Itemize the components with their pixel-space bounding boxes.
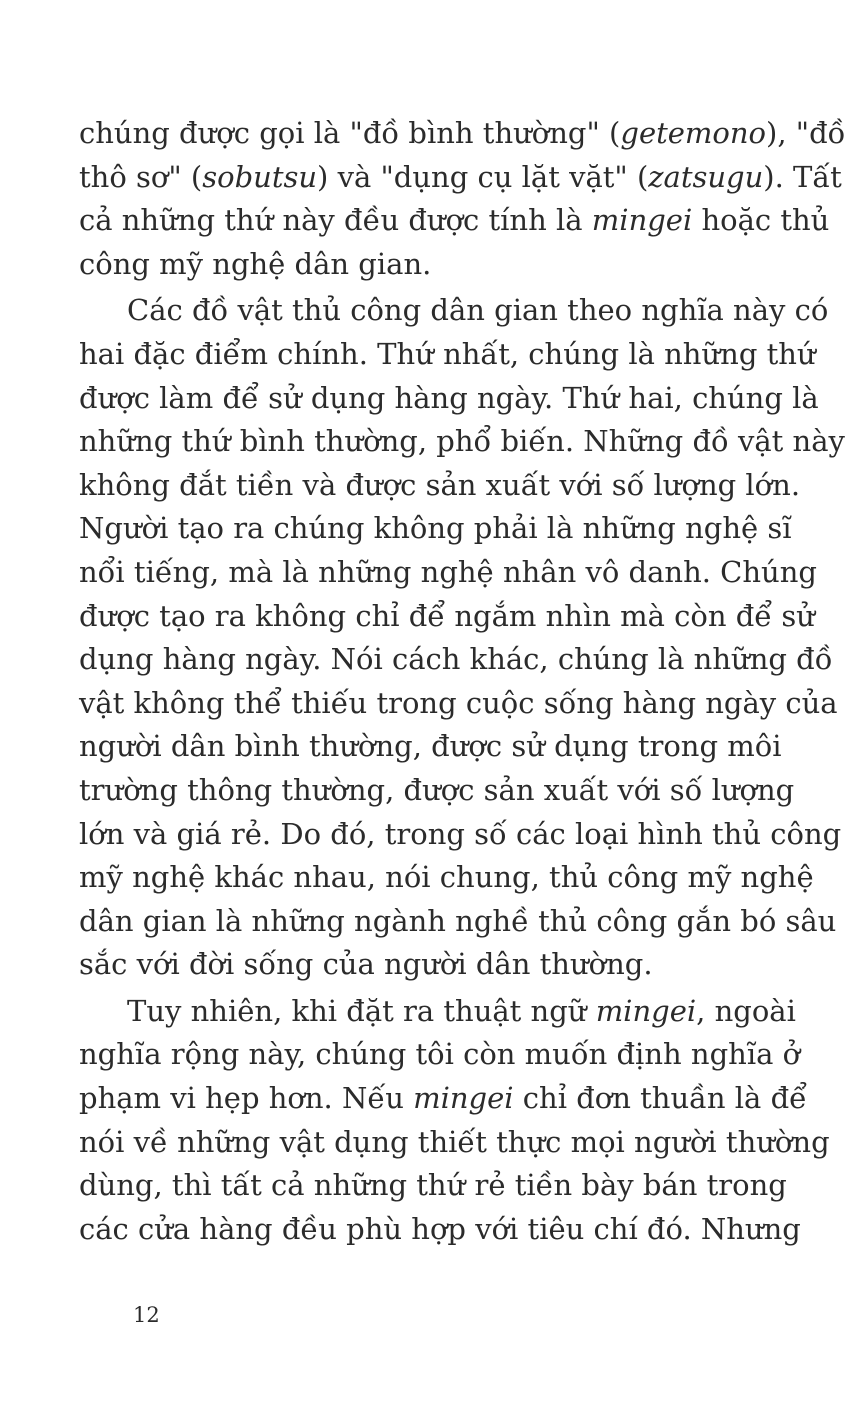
text-run: cả những thứ này đều được tính là [79,203,592,238]
text-line [79,377,819,421]
paragraph-2 [79,289,845,987]
text-line [79,856,814,900]
italic-term: mingei [413,1081,514,1116]
text-run: những thứ bình thường, phổ biến. Những đồ vật này [79,424,845,459]
text-line [79,289,829,333]
text-run: không đắt tiền và được sản xuất với số lượng lớn. [79,467,801,502]
text-line [79,1164,787,1208]
text-run: ). Tất [763,159,842,194]
text-run: ) và "dụng cụ lặt vặt" ( [317,159,649,194]
text-line [79,990,796,1034]
text-line [79,943,749,987]
text-run: hai đặc điểm chính. Thứ nhất, chúng là những thứ [79,336,816,371]
text-line [79,1121,830,1165]
text-line [79,507,792,551]
text-run: chỉ đơn thuần là để [513,1081,807,1116]
text-run: người dân bình thường, được sử dụng trong môi [79,729,782,764]
text-run: phạm vi hẹp hơn. Nếu [79,1081,414,1116]
text-run: , ngoài [696,993,796,1028]
text-line [79,1077,807,1121]
text-run: dùng, thì tất cả những thứ rẻ tiền bày bán trong [79,1168,787,1203]
text-line [79,900,837,944]
text-line [79,1033,801,1077]
italic-term: mingei [595,993,697,1028]
text-line [79,420,845,464]
text-line [79,551,817,595]
text-run: dụng hàng ngày. Nói cách khác, chúng là những đồ [79,642,833,677]
text-run: công mỹ nghệ dân gian. [79,246,432,281]
text-line [79,156,842,200]
page-body [79,112,846,1251]
text-run: dân gian là những ngành nghề thủ công gắn bó sâu [79,903,837,938]
text-line [79,725,782,769]
text-line [79,1208,801,1252]
text-line [79,595,815,639]
italic-term: sobutsu [202,159,318,194]
text-line [79,464,801,508]
text-line [79,243,749,287]
text-line [79,112,846,156]
italic-term: mingei [591,203,693,238]
text-line [79,638,833,682]
text-run: mỹ nghệ khác nhau, nói chung, thủ công mỹ nghệ [79,860,814,895]
text-run: vật không thể thiếu trong cuộc sống hàng ngày của [79,685,838,720]
italic-term: getemono [620,116,767,150]
text-run: nghĩa rộng này, chúng tôi còn muốn định nghĩa ở [79,1037,801,1072]
text-run: Các đồ vật thủ công dân gian theo nghĩa này có [127,293,829,328]
text-run: sắc với đời sống của người dân thường. [79,947,653,982]
text-run: thô sơ" ( [79,159,203,194]
text-line [79,813,842,857]
paragraph-1 [79,112,846,286]
text-line [79,333,816,377]
text-run: nói về những vật dụng thiết thực mọi người thường [79,1124,830,1159]
text-line [79,682,838,726]
text-run: nổi tiếng, mà là những nghệ nhân vô danh. Chúng [79,554,817,589]
text-run: hoặc thủ [692,203,830,238]
page-number: 12 [133,1303,160,1327]
text-run: Tuy nhiên, khi đặt ra thuật ngữ [127,993,596,1028]
text-run: được tạo ra không chỉ để ngắm nhìn mà còn để sử [79,598,815,633]
text-line [79,199,830,243]
text-run: lớn và giá rẻ. Do đó, trong số các loại hình thủ công [79,816,842,851]
text-run: ), "đồ [766,116,846,150]
text-run: được làm để sử dụng hàng ngày. Thứ hai, chúng là [79,380,819,415]
italic-term: zatsugu [648,159,764,194]
text-line [79,769,795,813]
text-run: chúng được gọi là "đồ bình thường" ( [79,116,621,150]
text-run: Người tạo ra chúng không phải là những nghệ sĩ [79,511,792,546]
text-run: các cửa hàng đều phù hợp với tiêu chí đó. Nhưng [79,1211,801,1246]
text-run: trường thông thường, được sản xuất với số lượng [79,772,795,807]
paragraph-3 [79,990,830,1252]
